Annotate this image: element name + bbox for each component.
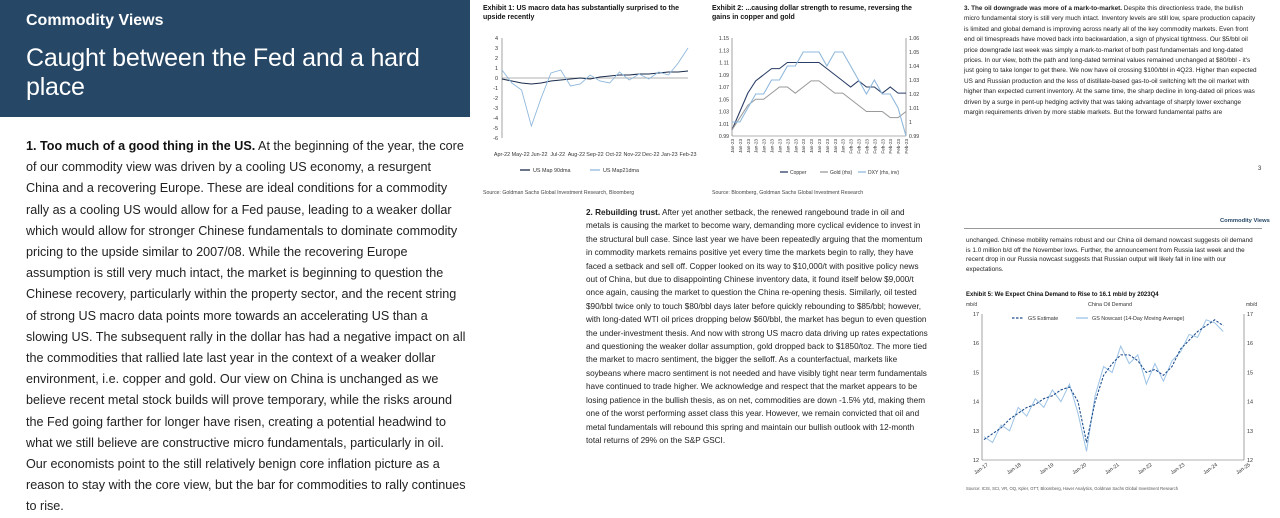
y-tick-label-left: 0.99 [718, 134, 729, 140]
y-tick-label-left: 12 [973, 458, 979, 464]
x-tick-label: May-22 [511, 152, 530, 158]
x-tick-label: Aug-22 [567, 152, 586, 158]
y-tick-label-right: 12 [1247, 458, 1253, 464]
y-tick-label-right: 13 [1247, 428, 1253, 435]
paragraph-body: At the beginning of the year, the core of our commodity view was driven by a cooling US economy, a resurgent China and a recovering Europe. These are ideal conditions for a commodity rally as a cooling US would allow for a Fed pause, leading to a weaker dollar which would allow for stronger Chinese fundamentals to dominate commodity pricing to the upside similar to 2007/08. While the recovering Europe assumption is still very much intact, the market is beginning to question the Chinese recovery, particularly within the property sector, and the recent string of strong US macro data points more towards an accelerating US than a slowing US. The subsequent rally in the dollar has had a negative impact on all the commodities that rallied late last year in the context of a weaker dollar environment, i.e. copper and gold. Our view on China is unchanged as we believe recent metal stock builds will prove temporary, while the risks around the Fed going farther for longer have risen, creating a potential headwind to what we still believe are constructive micro fundamentals, particularly in oil. Our economists point to the still relatively benign core inflation picture as a reason to stay with the core view, but the bar for commodities to rally continues to rise. [26, 139, 466, 514]
x-tick-label: Jan-23 [809, 139, 815, 154]
y-tick-label-right: 1.04 [909, 64, 920, 70]
x-tick-label: Jan-23 [761, 139, 767, 154]
header-banner [0, 0, 470, 117]
x-tick-label: Jan-23 [730, 139, 735, 154]
y-tick-label: 1 [494, 66, 498, 72]
legend-label: Gold (rhs) [830, 170, 853, 176]
exhibit-2-chart [708, 32, 936, 182]
legend-label: GS Nowcast (14-Day Moving Average) [1092, 316, 1185, 322]
series-line [732, 63, 906, 130]
exhibit-5-chart [962, 300, 1264, 484]
exhibit-5-title: Exhibit 5: We Expect China Demand to Rise to 16.1 mb/d by 2023Q4 [966, 292, 1159, 298]
x-tick-label: Oct-22 [605, 152, 622, 158]
exhibit-1-title: Exhibit 1: US macro data has substantially surprised to the upside recently [483, 5, 680, 21]
y-tick-label: 3 [494, 46, 498, 52]
x-tick-label: Jan-23 [793, 139, 799, 154]
x-tick-label: Jan-24 [1202, 462, 1219, 477]
x-tick-label: Jan-23 [801, 139, 807, 154]
body-paragraph-3 [964, 4, 1260, 118]
x-tick-label: Feb-23 [880, 139, 886, 154]
x-tick-label: Feb-23 [896, 139, 902, 154]
x-tick-label: Feb-23 [904, 139, 909, 154]
x-tick-label: Feb-23 [679, 152, 697, 158]
page-number: 3 [1258, 166, 1262, 172]
header-rule [964, 228, 1262, 229]
legend-label: Copper [790, 170, 807, 176]
series-line [732, 81, 906, 130]
series-line-nowcast [984, 320, 1223, 451]
y-tick-label: -3 [493, 106, 498, 112]
paragraph-lead: 2. Rebuilding trust. [586, 208, 661, 217]
y-tick-label-left: 14 [973, 399, 979, 406]
legend-label: US Map 90dma [533, 168, 571, 174]
body-paragraph-1 [26, 136, 466, 518]
y-tick-label-left: 13 [973, 428, 979, 435]
x-tick-label: Jan-23 [753, 139, 759, 154]
y-tick-label-left: 1.15 [718, 36, 729, 42]
x-tick-label: Jan-23 [1169, 462, 1187, 477]
paragraph-lead: 1. Too much of a good thing in the US. [26, 139, 256, 153]
page-title: Caught between the Fed and a hard place [26, 44, 420, 101]
y-tick-label-right: 0.99 [909, 134, 920, 140]
x-tick-label: Jan-23 [777, 139, 783, 154]
x-tick-label: Feb-23 [872, 139, 878, 154]
x-tick-label: Jan-23 [785, 139, 791, 154]
exhibit-2-source: Source: Bloomberg, Goldman Sachs Global Investment Research [712, 190, 864, 196]
paragraph-body: Despite this directionless trade, the bullish micro fundamental story is still very much intact. Inventory levels are still low, spare production capacity is limited and global demand is improving across nearly all of the key commodity markets. Even front end oil timespreads have moved back into backwardation, a sign of physical tightness. Our $5/bbl oil price downgrade last week was simply a mark-to-market of both past fundamentals and long-dated prices. In our view, both the path and long-dated terminal values remained unchanged at $80/bbl - it's just going to take longer to get there. We now have oil crossing $100/bbl in 4Q23. Higher than expected US and Russian production and the less of distillate-based gas-to-oil switching left the oil market with higher than expected current inventory. At the same time, the sharp decline in long-dated oil prices was driven by a surge in pent-up hedging activity that was taking advantage of sharply lower exchange margin requirements driven by more stable markets. But the forward fundamental paths are [964, 5, 1257, 117]
x-tick-label: Feb-23 [864, 139, 870, 154]
legend-label: US Map21dma [603, 168, 639, 174]
y-tick-label: -6 [493, 136, 498, 142]
x-tick-label: Feb-23 [888, 139, 894, 154]
y-tick-label-left: 1.01 [718, 121, 729, 128]
y-tick-label: 4 [494, 36, 498, 42]
y-tick-label-left: 1.05 [718, 97, 729, 104]
y-tick-label-right: 14 [1247, 399, 1253, 406]
x-tick-label: Jan-17 [973, 462, 990, 477]
y-tick-label-right: 1.01 [909, 106, 920, 112]
x-tick-label: Jun-22 [530, 152, 548, 158]
series-line [502, 48, 688, 126]
y-tick-label-right: 1.02 [909, 92, 920, 98]
x-tick-label: Jan-20 [1071, 462, 1088, 477]
y-tick-label-right: 16 [1247, 341, 1253, 348]
section-kicker: Commodity Views [26, 12, 164, 29]
x-tick-label: Sep-22 [586, 152, 604, 158]
y-tick-label-right: 1.06 [909, 36, 920, 42]
y-tick-label-left: 1.13 [718, 48, 729, 55]
series-line [732, 52, 906, 136]
y-tick-label-left: 1.11 [719, 60, 729, 67]
exhibit-2-title: Exhibit 2: ...causing dollar strength to resume, reversing the gains in copper and gold [712, 5, 912, 21]
x-tick-label: Dec-22 [642, 152, 660, 158]
y-tick-label: -4 [493, 116, 498, 122]
x-tick-label: Jan-23 [661, 152, 678, 158]
body-paragraph-4: unchanged. Chinese mobility remains robust and our China oil demand nowcast suggests oil demand is 1.0 million b/d off the November lows. Further, the announcement from Russia last week and the recent drop in our Russia nowcast suggests that Russian output will likely fall in line with our expectations. [966, 237, 1253, 273]
x-tick-label: Jan-23 [769, 139, 775, 154]
x-tick-label: Nov-22 [623, 152, 641, 158]
x-tick-label: Jul-22 [550, 152, 566, 158]
exhibit-1-source: Source: Goldman Sachs Global Investment Research, Bloomberg [483, 190, 635, 196]
x-tick-label: Apr-22 [493, 152, 511, 158]
x-tick-label: Jan-22 [1136, 462, 1154, 477]
body-paragraph-2 [586, 206, 930, 447]
x-tick-label: Jan-18 [1005, 462, 1023, 477]
page-header-brand: Commodity Views [1220, 218, 1270, 224]
y-tick-label-right: 1.03 [909, 78, 920, 84]
y-tick-label: -5 [493, 126, 498, 132]
y-tick-label: 0 [494, 76, 498, 82]
y-tick-label-right: 1 [909, 120, 912, 126]
paragraph-body: After yet another setback, the renewed rangebound trade in oil and metals is causing the market to become wary, demanding more cyclical evidence to invest in the structural bull case. Since last year we have been repeatedly arguing that the momentum in commodity markets remains positive yet every time the markets begin to rally, they have faced a setback and sell off. Copper looked on its way to $10,000/t with positive policy news out of China, but due to disappointing Chinese inventory data, it found itself below $9,000/t once again, causing the market to question the China re-opening thesis. Similarly, oil tested $90/bbl twice only to touch $80/bbl days later before quickly rebounding to $85/bbl; however, with long-dated WTI oil prices dropping below $60/bbl, the market has begun to even question the under-investment thesis. And now with strong US macro data driving up rates expectations and questioning the weaker dollar assumption, gold dropped back to $1850/toz. The more tied the market to macro sentiment, the bigger the selloff. As a counterfactual, markets like soybeans where macro sentiment is not needed and have visibly tight near term fundamentals have continued to trade higher. We acknowledge and respect that the market appears to be losing patience in the bullish thesis, as on net, commodities are down -1.5% ytd, making them one of the worst performing asset class this year. However, we remain convicted that oil and metal fundamentals will rebound this spring and maintain our bullish outlook with 12-month total returns of 29% on the S&P GSCI. [586, 208, 928, 445]
y-tick-label-right: 17 [1247, 312, 1253, 318]
y-tick-label: -2 [493, 96, 498, 102]
y-tick-label-left: 15 [973, 370, 979, 377]
x-tick-label: Feb-23 [848, 139, 854, 154]
x-tick-label: Jan-23 [745, 139, 751, 154]
y-tick-label-right: 15 [1247, 370, 1253, 377]
y-tick-label-left: 16 [973, 341, 979, 348]
y-tick-label: 2 [494, 56, 498, 62]
y-tick-label-left: 1.07 [718, 85, 729, 91]
x-tick-label: Jan-23 [737, 139, 743, 154]
x-tick-label: Jan-23 [840, 139, 846, 154]
y-unit-left: mb/d [966, 302, 978, 308]
legend-label: GS Estimate [1028, 316, 1059, 322]
legend-label: DXY (rhs, inv) [868, 170, 900, 176]
y-tick-label-left: 17 [973, 312, 979, 318]
chart-subtitle: China Oil Demand [1087, 302, 1133, 308]
y-tick-label-left: 1.09 [718, 72, 729, 79]
x-tick-label: Jan-21 [1104, 462, 1121, 477]
x-tick-label: Jan-23 [817, 139, 822, 154]
exhibit-1-chart [480, 28, 700, 178]
x-tick-label: Jan-25 [1235, 462, 1252, 477]
paragraph-lead: 3. The oil downgrade was more of a mark-to-market. [964, 5, 1123, 12]
exhibit-5-source: Source: ICIS, SCI, VR, OQ, Kpler, GTT, Bloomberg, Haver Analytics, Goldman Sachs Global Investment Research [966, 486, 1179, 491]
x-tick-label: Jan-23 [824, 139, 830, 154]
x-tick-label: Jan-23 [832, 139, 838, 154]
y-tick-label-right: 1.05 [909, 50, 920, 56]
x-tick-label: Feb-23 [856, 139, 862, 154]
y-unit-right: mb/d [1246, 302, 1258, 308]
y-tick-label-left: 1.03 [718, 109, 729, 116]
y-tick-label: -1 [493, 86, 498, 92]
x-tick-label: Jan-19 [1038, 462, 1056, 477]
